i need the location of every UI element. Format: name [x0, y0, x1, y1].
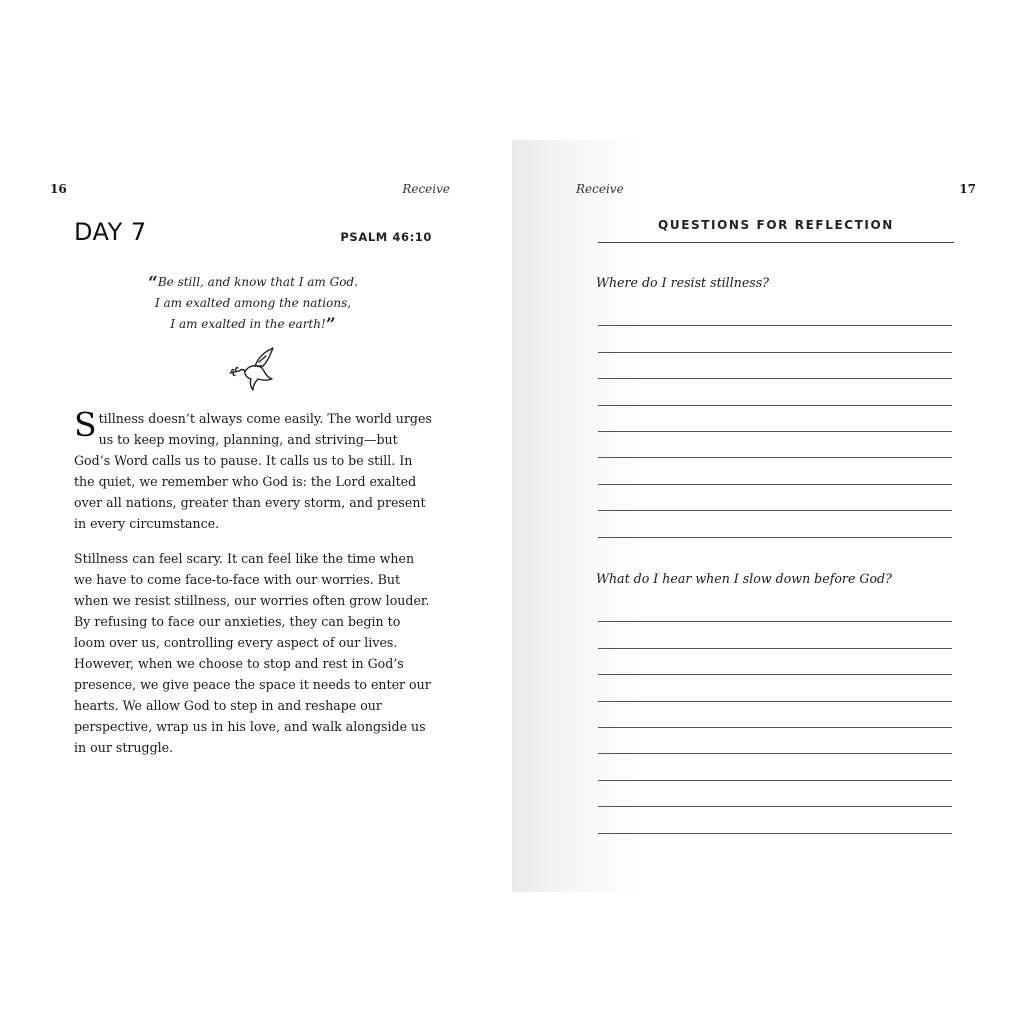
running-head-right: Receive	[576, 182, 624, 196]
drop-cap: S	[74, 405, 97, 444]
writing-line[interactable]	[598, 754, 952, 780]
reflection-question-1: Where do I resist stillness?	[596, 275, 769, 290]
body-paragraph-1: Stillness doesn’t always come easily. The world urges us to keep moving, planning, and striving—but God’s Word calls us to pause. It calls us to be still. In the quiet, we remember who God is: the Lord exalted over all nations, greater than every storm, and present in every circumstance.	[74, 405, 432, 531]
writing-line[interactable]	[598, 432, 952, 458]
writing-line[interactable]	[598, 807, 952, 833]
questions-heading: QUESTIONS FOR REFLECTION	[658, 218, 894, 232]
page-number-right: 17	[959, 182, 976, 196]
running-head-left: Receive	[402, 182, 450, 196]
verse-line-1: “Be still, and know that I am God.	[148, 273, 358, 293]
writing-lines-2[interactable]	[598, 596, 952, 834]
writing-line[interactable]	[598, 511, 952, 537]
page-number-left: 16	[50, 182, 67, 196]
close-quote: ”	[325, 315, 336, 335]
writing-line[interactable]	[598, 326, 952, 352]
open-quote: “	[148, 273, 158, 293]
left-page	[0, 140, 512, 892]
writing-line[interactable]	[598, 702, 952, 728]
reflection-question-2: What do I hear when I slow down before God?	[596, 571, 892, 586]
scripture-verse	[74, 272, 432, 335]
dove-icon	[228, 346, 278, 392]
day-title: DAY 7	[74, 218, 147, 246]
writing-line[interactable]	[598, 353, 952, 379]
writing-line[interactable]	[598, 485, 952, 511]
body-paragraph-2: Stillness can feel scary. It can feel like the time when we have to come face-to-face with our worries. But when we resist stillness, our worries often grow louder. By refusing to face our anxieties, they can begin to loom over us, controlling every aspect of our lives. However, when we choose to stop and rest in God’s presence, we give peace the space it needs to enter our hearts. We allow God to step in and reshape our perspective, wrap us in his love, and walk alongside us in our struggle.	[74, 551, 431, 755]
writing-line[interactable]	[598, 406, 952, 432]
writing-line[interactable]	[598, 649, 952, 675]
writing-line[interactable]	[598, 596, 952, 622]
writing-line[interactable]	[598, 781, 952, 807]
writing-line[interactable]	[598, 458, 952, 484]
writing-line[interactable]	[598, 675, 952, 701]
writing-line[interactable]	[598, 300, 952, 326]
writing-lines-1[interactable]	[598, 300, 952, 538]
writing-line[interactable]	[598, 379, 952, 405]
right-page	[512, 140, 1024, 892]
writing-line[interactable]	[598, 622, 952, 648]
scripture-reference: PSALM 46:10	[340, 230, 432, 244]
heading-rule	[598, 242, 954, 243]
verse-line-3: I am exalted in the earth!”	[170, 315, 336, 335]
verse-line-2: I am exalted among the nations,	[154, 296, 352, 310]
writing-line[interactable]	[598, 728, 952, 754]
